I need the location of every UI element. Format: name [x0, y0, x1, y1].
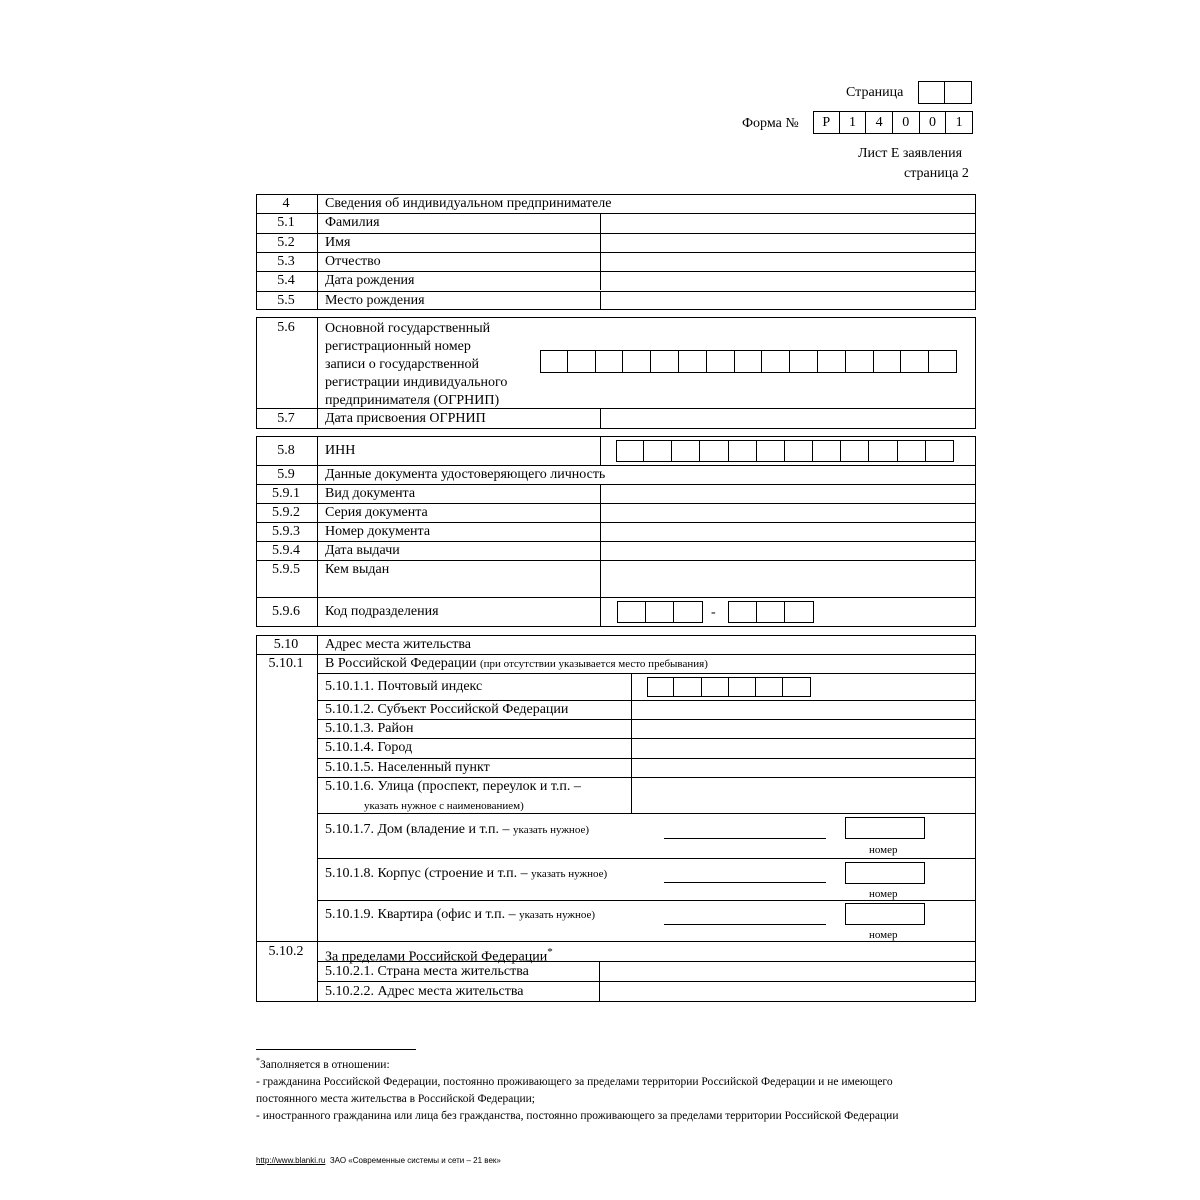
row-number-5-8: 5.8	[277, 443, 295, 458]
row-label: Номер документа	[325, 524, 431, 539]
footer-link[interactable]: http://www.blanki.ru	[256, 1156, 326, 1165]
division-code-part2[interactable]	[728, 601, 814, 623]
street-note: указать нужное с наименованием)	[364, 800, 524, 812]
address-label: Адрес места жительства	[325, 637, 471, 652]
row-label: Дата выдачи	[325, 543, 400, 558]
ogrnip-label-line: регистрации индивидуального	[325, 375, 508, 390]
row-number: 5.4	[277, 273, 295, 289]
house-type-line[interactable]	[664, 838, 826, 839]
char-cell[interactable]	[672, 440, 700, 462]
ogrnip-label-line: регистрационный номер	[325, 339, 471, 354]
row-number-5-10-2: 5.10.2	[268, 944, 304, 959]
char-cell[interactable]	[846, 350, 874, 373]
row-label: Данные документа удостоверяющего личность	[325, 467, 606, 482]
char-cell[interactable]	[869, 440, 897, 462]
row-number: 5.9.4	[272, 543, 300, 558]
row-input-field[interactable]	[601, 485, 975, 502]
row-number: 5.9.2	[272, 505, 300, 520]
abroad-address-field[interactable]	[600, 982, 975, 1001]
ogrnip-label-line: записи о государственной	[325, 357, 480, 372]
row-input-field[interactable]	[601, 272, 975, 289]
address-item-field[interactable]	[632, 701, 975, 718]
inn-label: ИНН	[325, 443, 356, 458]
char-cell[interactable]	[926, 440, 954, 462]
sheet-title: Лист Е заявления	[858, 146, 963, 161]
inn-input[interactable]	[616, 440, 954, 462]
address-item-label: 5.10.1.3. Район	[325, 721, 414, 736]
flat-number-input[interactable]	[845, 903, 925, 925]
ogrnip-label	[325, 320, 507, 410]
korpus-number-caption: номер	[869, 888, 898, 900]
ogrnip-input[interactable]	[540, 350, 957, 373]
form-code-char: 1	[946, 111, 973, 134]
row-number: 5.1	[277, 215, 295, 231]
row-input-field[interactable]	[601, 253, 975, 270]
form-code-char: 1	[840, 111, 867, 134]
row-number: 5.9	[277, 467, 295, 482]
char-cell[interactable]	[729, 440, 757, 462]
ogrnip-date-field[interactable]	[601, 409, 975, 428]
char-cell[interactable]	[818, 350, 846, 373]
char-cell[interactable]	[623, 350, 651, 373]
char-cell[interactable]	[644, 440, 672, 462]
address-item-label: 5.10.1.6. Улица (проспект, переулок и т.п. –	[325, 779, 581, 794]
flat-label: 5.10.1.9. Квартира (офис и т.п. – указать нужное)	[325, 907, 596, 922]
row-label: Кем выдан	[325, 562, 390, 577]
char-cell[interactable]	[651, 350, 679, 373]
rf-address-label: В Российской Федерации (при отсутствии указывается место пребывания)	[325, 656, 708, 671]
row-input-field[interactable]	[601, 292, 975, 309]
abroad-country-field[interactable]	[600, 962, 975, 980]
korpus-label: 5.10.1.8. Корпус (строение и т.п. – указать нужное)	[325, 866, 608, 881]
char-cell[interactable]	[841, 440, 869, 462]
address-item-field[interactable]	[632, 759, 975, 776]
form-code-char: 0	[920, 111, 947, 134]
form-code-char: 4	[866, 111, 893, 134]
flat-number-caption: номер	[869, 929, 898, 941]
ogrnip-date-label: Дата присвоения ОГРНИП	[325, 411, 486, 426]
address-item-field[interactable]	[632, 739, 975, 757]
row-input-field[interactable]	[601, 234, 975, 251]
char-cell[interactable]	[813, 440, 841, 462]
korpus-number-input[interactable]	[845, 862, 925, 884]
page-footer	[256, 1156, 501, 1165]
house-label: 5.10.1.7. Дом (владение и т.п. – указать нужное)	[325, 822, 590, 837]
row-number-5-10: 5.10	[273, 637, 299, 652]
page-label: Страница	[846, 85, 904, 100]
flat-type-line[interactable]	[664, 924, 826, 925]
abroad-country-label: 5.10.2.1. Страна места жительства	[325, 964, 529, 979]
footer-company: ЗАО «Современные системы и сети – 21 век»	[329, 1156, 501, 1165]
address-item-field[interactable]	[632, 778, 975, 812]
char-cell[interactable]	[874, 350, 902, 373]
address-item-label: 5.10.1.2. Субъект Российской Федерации	[325, 702, 569, 717]
address-item-field[interactable]	[632, 720, 975, 737]
row-label: Отчество	[325, 253, 381, 269]
row-number: 4	[282, 196, 290, 211]
row-label: Место рождения	[325, 292, 425, 308]
char-cell[interactable]	[568, 350, 596, 373]
row-input-field[interactable]	[601, 214, 975, 231]
row-input-field[interactable]	[601, 504, 975, 521]
char-cell[interactable]	[596, 350, 624, 373]
address-item-label: 5.10.1.4. Город	[325, 740, 413, 755]
row-number: 5.2	[277, 234, 295, 250]
char-cell[interactable]	[707, 350, 735, 373]
footnote-divider	[256, 1049, 416, 1050]
sheet-page: страница 2	[904, 166, 969, 181]
row-number: 5.9.1	[272, 486, 300, 501]
char-cell[interactable]	[785, 440, 813, 462]
char-cell[interactable]	[679, 350, 707, 373]
char-cell[interactable]	[757, 440, 785, 462]
footnote: *Заполняется в отношении: - гражданина Российской Федерации, постоянно проживающего за пределами территории Российской Федерации и не имеющего постоянного места жительства в Российской Федерации; - иностранного гражданина или лица без гражданства, постоянно проживающего за пределами территории Российской Федерации	[256, 1056, 899, 1122]
row-label: Имя	[325, 234, 351, 250]
abroad-address-label: 5.10.2.2. Адрес места жительства	[325, 984, 524, 999]
form-code-char: 0	[893, 111, 920, 134]
row-number: 5.9.3	[272, 524, 300, 539]
address-item-label: 5.10.1.5. Населенный пункт	[325, 760, 490, 775]
form-number-label: Форма №	[742, 116, 799, 131]
row-label: Вид документа	[325, 486, 416, 501]
char-cell[interactable]	[898, 440, 926, 462]
row-input-field[interactable]	[601, 523, 975, 540]
abroad-label: За пределами Российской Федерации*	[325, 946, 553, 965]
row-label: Сведения об индивидуальном предпринимателе	[325, 196, 612, 211]
row-input-field[interactable]	[601, 542, 975, 559]
char-cell[interactable]	[700, 440, 728, 462]
row-number: 5.3	[277, 253, 295, 269]
row-number-5-9-6: 5.9.6	[272, 604, 300, 619]
form-code	[813, 111, 973, 134]
korpus-type-line[interactable]	[664, 882, 826, 883]
row-label: Серия документа	[325, 505, 428, 520]
row-number: 5.9.5	[272, 562, 300, 577]
form-code-char: Р	[813, 111, 840, 134]
row-number-5-6: 5.6	[277, 320, 295, 335]
char-cell[interactable]	[790, 350, 818, 373]
row-number: 5.5	[277, 292, 295, 308]
division-code-dash: -	[711, 605, 716, 620]
division-code-label: Код подразделения	[325, 604, 439, 619]
char-cell[interactable]	[735, 350, 763, 373]
page-number-field[interactable]	[918, 81, 972, 104]
row-number-5-10-1: 5.10.1	[268, 656, 304, 671]
house-number-caption: номер	[869, 844, 898, 856]
row-input-field[interactable]	[601, 561, 975, 596]
char-cell[interactable]	[540, 350, 568, 373]
row-number-5-7: 5.7	[277, 411, 295, 426]
house-number-input[interactable]	[845, 817, 925, 839]
address-item-label: 5.10.1.1. Почтовый индекс	[325, 679, 483, 694]
row-label: Дата рождения	[325, 273, 415, 289]
char-cell[interactable]	[901, 350, 929, 373]
ogrnip-label-line: Основной государственный	[325, 321, 491, 336]
char-cell[interactable]	[762, 350, 790, 373]
postal-index-input[interactable]	[647, 677, 811, 697]
row-label: Фамилия	[325, 215, 380, 231]
division-code-part1[interactable]	[617, 601, 703, 623]
ogrnip-label-line: предпринимателя (ОГРНИП)	[325, 393, 500, 408]
char-cell[interactable]	[929, 350, 957, 373]
char-cell[interactable]	[616, 440, 644, 462]
